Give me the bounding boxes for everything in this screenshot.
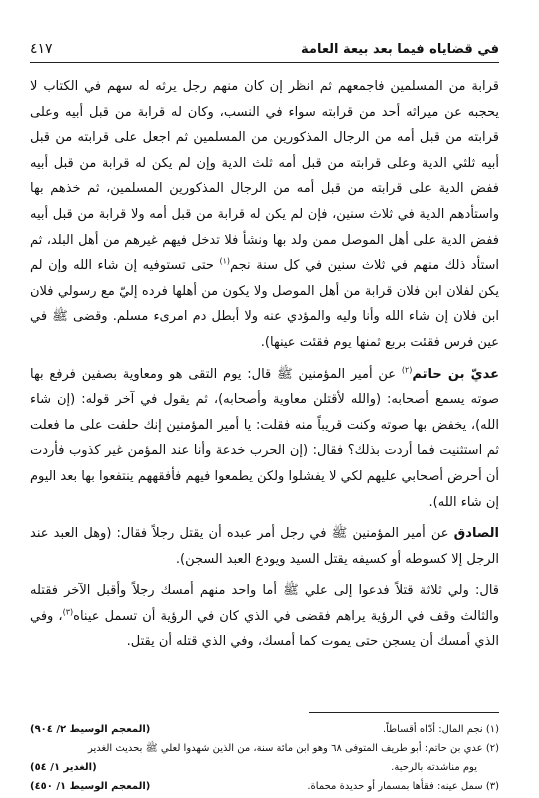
footnote: (٣) سمل عينه: فقأها بمسمار أو حديدة محماة. (المعجم الوسيط ١/ ٤٥٠) (30, 777, 499, 796)
footnote-marker[interactable]: (٣) (62, 607, 74, 617)
narrator-name: عديّ بن حاتم (412, 366, 499, 382)
paragraph: قال: ولي ثلاثة قتلاً فدعوا إلى علي ﷺ أما واحد منهم أمسك رجلاً وأقبل الآخر فقتله والثالث وقف في الرؤية يراهم فقضى في الذي كان في الرؤية أن تسمل عيناه$^{(٣)}$، وفي الذي أمسك أن يسجن حتى يموت كما أمسك، وفي الذي قتله أن يقتل. (30, 583, 499, 650)
footnote-source: (المعجم الوسيط ١/ ٤٥٠) (30, 781, 151, 792)
footnote: (١) نجم المال: أدّاه أقساطاً. (المعجم الوسيط ٢/ ٩٠٤) (30, 720, 499, 739)
footnote-continuation: يوم مناشدته بالرحبة. (الغدير ١/ ٥٤) (30, 758, 499, 777)
footnote-divider (309, 712, 499, 713)
paragraph: الصادق عن أمير المؤمنين ﷺ في رجل أمر عبده أن يقتل رجلاً فقال: (وهل العبد عند الرجل إلا كسوطه أو كسيفه يقتل السيد ويودع العبد السجن). (30, 526, 499, 567)
page-number: ٤١٧ (30, 41, 53, 57)
paragraph: عديّ بن حاتم$^{(٢)}$ عن أمير المؤمنين ﷺ قال: يوم التقى هو ومعاوية بصفين فرفع بها صوته يسمع أصحابه: (والله لأقتلن معاوية وأصحابه)، ثم يقول في آخر قوله: (إن شاء الله)، يخفض بها صوته وكنت قريباً منه فقلت: يا أمير المؤمنين إنك حلفت على ما فعلت ثم استثنيت فما أردت بذلك؟ فقال: (إن الحرب خدعة وأنا عند المؤمن غير كذوب فأردت أن أحرض أصحابي عليهم لكي لا يفشلوا ولكن يطمعوا فيهم فأفقههم ينتفعوا بها بعد اليوم إن شاء الله). (30, 365, 499, 510)
footnote-marker[interactable]: (٢) (401, 365, 413, 375)
footnotes (30, 720, 499, 796)
main-text (30, 74, 499, 661)
footnote-source: (المعجم الوسيط ٢/ ٩٠٤) (30, 724, 151, 735)
paragraph: قرابة من المسلمين فاجمعهم ثم انظر إن كان منهم رجل يرثه له سهم في الكتاب لا يحجبه عن ميراثه أحد من قرابته سواء في النسب، وكان له قرابة من قبل أبيه وعلى قرابته من قبل أمه من الرجال المذكورين من المسلمين ثم اجعل على قرابته من قبل أبيه ثلثي الدية وعلى قرابته من قبل أمه ثلث الدية وإن لم يكن له قرابة من قبل أبيه ففض الدية على قرابته من قبل أمه من الرجال المذكورين المسلمين، ثم خذهم بها واستأدهم الدية في ثلاث سنين، فإن لم يكن له قرابة من قبل أمه ولا قرابة من قبل أبيه ففض الدية على أهل الموصل ممن ولد بها ونشأ فلا تدخل فيهم غيرهم من أهل البلد، ثم استأد ذلك منهم في ثلاث سنين في كل سنة نجم$^{(١)}$ حتى تستوفيه إن شاء الله وإن لم يكن لفلان ابن فلان قرابة من أهل الموصل ولا يكون من أهلها فرده إليّ مع رسولي فلان ابن فلان إن شاء الله وأنا وليه والمؤدي عنه ولا أبطل دم امرىء مسلم. وقضى ﷺ في عين فرس فقئت بربع ثمنها يوم فقئت عينها). (30, 79, 499, 350)
header-title: في قضاياه فيما بعد بيعة العامة (301, 41, 499, 57)
footnote-marker[interactable]: (١) (219, 256, 231, 266)
footnote: (٢) عدي بن حاتم: أبو طريف المتوفى ٦٨ وهو ابن مائة سنة، من الذين شهدوا لعلي ﷺ بحديث الغدير (87, 743, 499, 754)
running-header (30, 36, 499, 63)
narrator-name: الصادق (453, 526, 499, 542)
footnote-source: (الغدير ١/ ٥٤) (30, 762, 97, 773)
